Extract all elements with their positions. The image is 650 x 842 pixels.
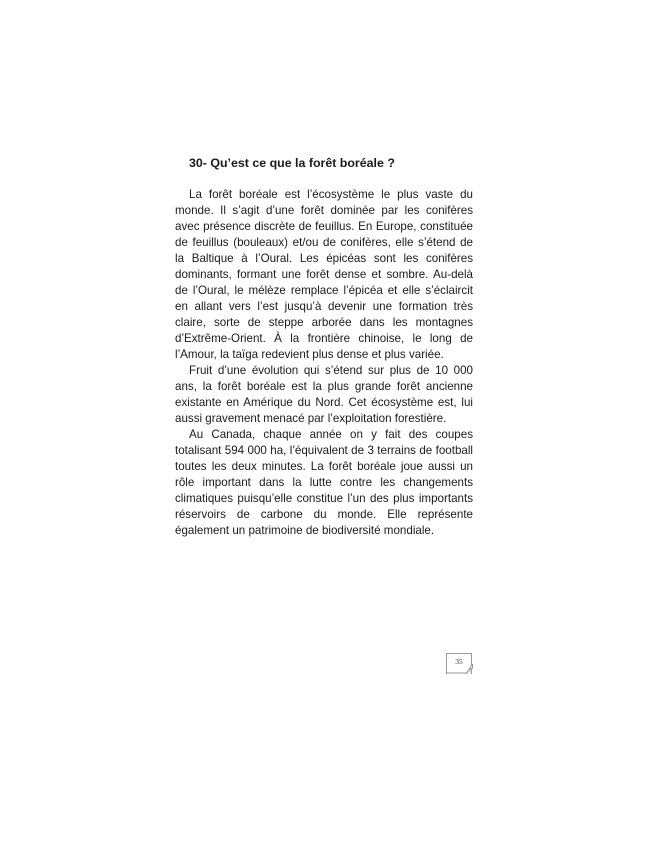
section-heading: 30- Qu’est ce que la forêt boréale ? (189, 156, 395, 170)
paragraph-2: Fruit d’une évolution qui s’étend sur plus de 10 000 ans, la forêt boréale est la plus grande forêt ancienne existante en Amérique du Nord. Cet écosystème est, lui aussi gravement menacé par l’exploitation forestière. (175, 364, 473, 425)
page-curl-icon (446, 664, 476, 678)
page-content (175, 155, 473, 539)
page-number: 35 (455, 657, 463, 666)
paragraph-3: Au Canada, chaque année on y fait des coupes totalisant 594 000 ha, l’équivalent de 3 terrains de football toutes les deux minutes. La forêt boréale joue aussi un rôle important dans la lutte contre les changements climatiques puisqu’elle constitue l’un des plus importants réservoirs de carbone du monde. Elle représente également un patrimoine de biodiversité mondiale. (175, 428, 473, 537)
paragraph-1: La forêt boréale est l’écosystème le plus vaste du monde. Il s’agit d’une forêt dominée par les conifères avec présence discrète de feuillus. En Europe, constituée de feuillus (bouleaux) et/ou de conifères, elle s’étend de la Baltique à l’Oural. Les épicéas sont les conifères dominants, formant une forêt dense et sombre. Au-delà de l’Oural, le mélèze remplace l’épicéa et elle s’éclaircit en allant vers l’est jusqu’à devenir une formation très claire, sorte de steppe arborée dans les montagnes d’Extrême-Orient. À la frontière chinoise, le long de l’Amour, la taïga redevient plus dense et plus variée. (175, 188, 473, 361)
